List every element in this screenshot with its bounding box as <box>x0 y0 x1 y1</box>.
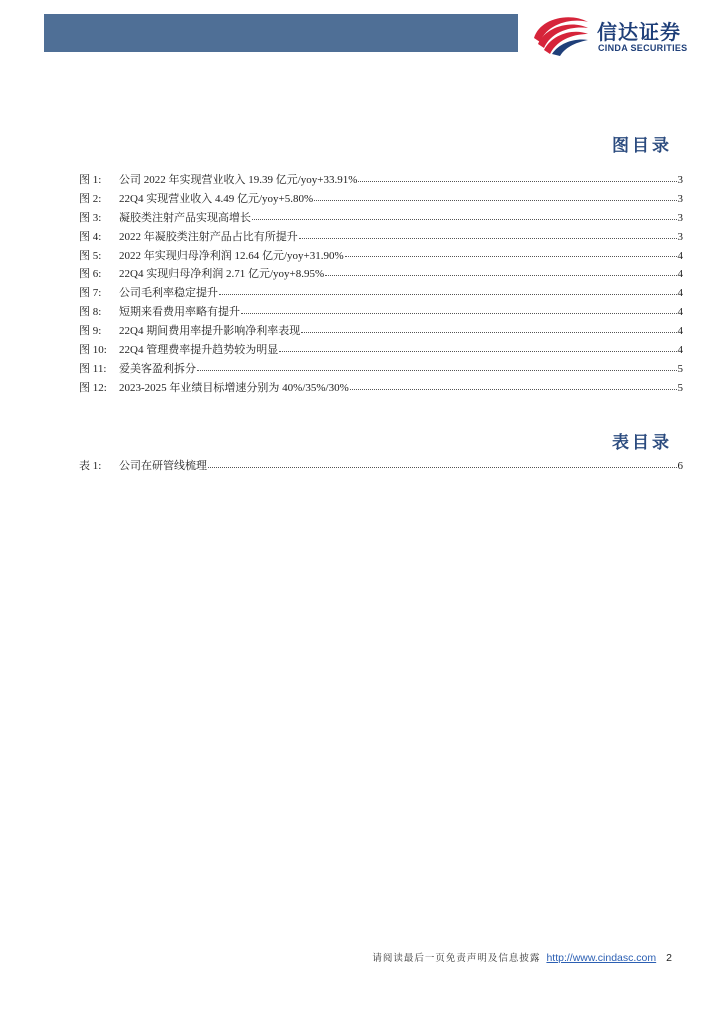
toc-entry-title: 22Q4 管理费率提升趋势较为明显 <box>119 344 279 357</box>
header-bar <box>44 14 518 52</box>
toc-entry-label: 图 8: <box>79 306 102 319</box>
toc-entry-page-number: 3 <box>677 192 683 205</box>
toc-dot-leader <box>241 312 677 314</box>
toc-dot-leader <box>325 274 676 276</box>
toc-entry-page-number: 3 <box>677 174 683 186</box>
toc-entry[interactable] <box>79 209 683 228</box>
toc-entry[interactable] <box>79 190 683 209</box>
toc-entry-page-number: 4 <box>677 287 683 300</box>
toc-dot-leader <box>219 293 677 295</box>
toc-entry[interactable] <box>79 457 683 476</box>
figures-list <box>79 171 683 398</box>
toc-dot-leader <box>208 466 677 468</box>
toc-dot-leader <box>279 350 676 352</box>
toc-entry-label: 图 5: <box>79 249 102 262</box>
toc-entry-title: 公司在研管线梳理 <box>119 460 207 472</box>
toc-entry-page-number: 4 <box>677 344 683 357</box>
toc-entry[interactable] <box>79 247 683 266</box>
toc-entry[interactable] <box>79 379 683 398</box>
toc-entry-page-number: 3 <box>677 230 683 243</box>
toc-entry-title: 22Q4 实现营业收入 4.49 亿元/yoy+5.80% <box>119 192 314 205</box>
cinda-globe-icon <box>530 12 592 56</box>
logo-english-name: CINDA SECURITIES <box>598 43 688 53</box>
toc-entry-page-number: 5 <box>677 362 683 375</box>
toc-entry[interactable] <box>79 171 683 190</box>
toc-entry-label: 表 1: <box>79 460 102 472</box>
toc-dot-leader <box>358 180 676 182</box>
toc-entry-title: 短期来看费用率略有提升 <box>119 306 240 319</box>
toc-entry-title: 2023-2025 年业绩目标增速分别为 40%/35%/30% <box>119 381 349 394</box>
toc-dot-leader <box>345 255 677 257</box>
toc-entry-page-number: 4 <box>677 306 683 319</box>
toc-entry-title: 2022 年凝胶类注射产品占比有所提升 <box>119 230 298 243</box>
toc-entry[interactable] <box>79 284 683 303</box>
toc-entry-title: 公司毛利率稳定提升 <box>119 287 218 300</box>
toc-entry-page-number: 6 <box>677 460 683 472</box>
toc-entry-label: 图 2: <box>79 192 102 205</box>
figures-section-title: 图目录 <box>612 136 672 156</box>
toc-entry-page-number: 3 <box>677 211 683 224</box>
toc-entry-label: 图 10: <box>79 344 107 357</box>
toc-entry-page-number: 4 <box>677 268 683 281</box>
toc-entry[interactable] <box>79 341 683 360</box>
toc-entry[interactable] <box>79 322 683 341</box>
toc-dot-leader <box>301 331 676 333</box>
toc-entry-page-number: 4 <box>677 325 683 338</box>
toc-entry-title: 公司 2022 年实现营业收入 19.39 亿元/yoy+33.91% <box>119 174 358 186</box>
toc-entry[interactable] <box>79 265 683 284</box>
toc-entry-label: 图 7: <box>79 287 102 300</box>
toc-entry-title: 2022 年实现归母净利润 12.64 亿元/yoy+31.90% <box>119 249 344 262</box>
cinda-logo <box>530 12 710 56</box>
toc-entry-page-number: 5 <box>677 381 683 394</box>
page-footer <box>372 950 672 964</box>
toc-entry-title: 爱美客盈利拆分 <box>119 362 196 375</box>
toc-entry-label: 图 12: <box>79 381 107 394</box>
toc-entry[interactable] <box>79 360 683 379</box>
toc-dot-leader <box>197 369 677 371</box>
toc-entry-label: 图 3: <box>79 211 102 224</box>
toc-entry-title: 22Q4 期间费用率提升影响净利率表现 <box>119 325 301 338</box>
toc-dot-leader <box>299 237 677 239</box>
toc-entry-page-number: 4 <box>677 249 683 262</box>
toc-entry[interactable] <box>79 303 683 322</box>
tables-section-title: 表目录 <box>612 433 672 453</box>
footer-page-number: 2 <box>666 952 672 964</box>
toc-dot-leader <box>252 218 677 220</box>
tables-list <box>79 457 683 476</box>
toc-dot-leader <box>314 199 676 201</box>
footer-disclaimer: 请阅读最后一页免责声明及信息披露 <box>372 953 541 964</box>
toc-entry-label: 图 11: <box>79 362 107 375</box>
logo-chinese-name: 信达证券 <box>597 20 681 44</box>
toc-entry-label: 图 6: <box>79 268 102 281</box>
toc-entry[interactable] <box>79 228 683 247</box>
toc-entry-label: 图 9: <box>79 325 102 338</box>
toc-entry-label: 图 1: <box>79 174 102 186</box>
footer-website-link[interactable]: http://www.cindasc.com <box>546 952 657 964</box>
toc-entry-label: 图 4: <box>79 230 102 243</box>
toc-dot-leader <box>350 388 677 390</box>
toc-entry-title: 凝胶类注射产品实现高增长 <box>119 211 251 224</box>
toc-entry-title: 22Q4 实现归母净利润 2.71 亿元/yoy+8.95% <box>119 268 325 281</box>
